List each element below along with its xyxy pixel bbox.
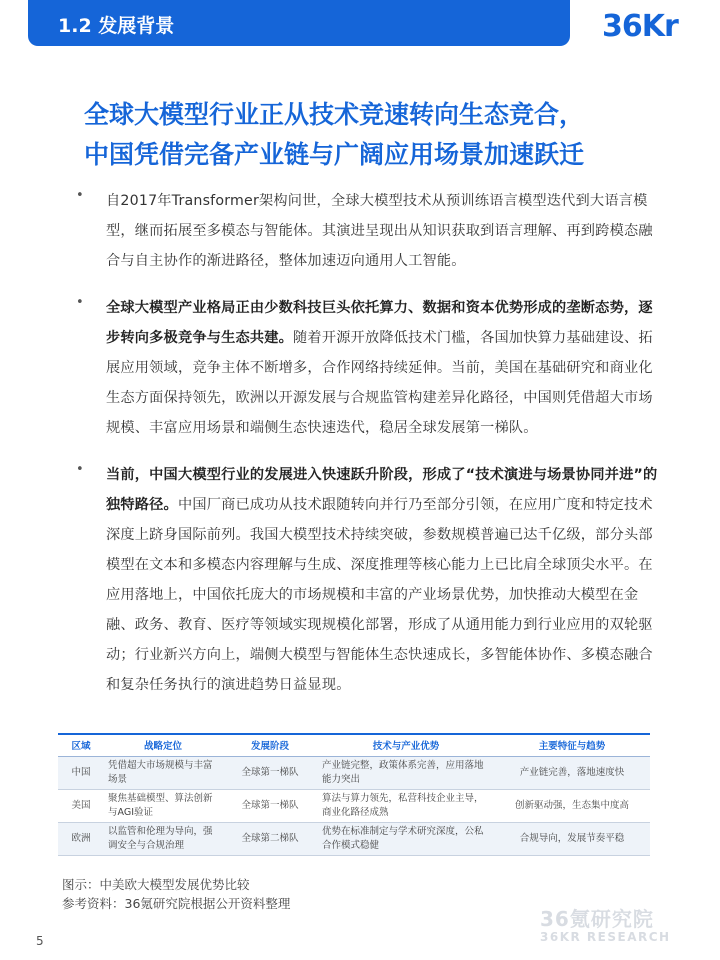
watermark-cn: 36氪研究院 xyxy=(540,907,654,931)
headline-line-2: 中国凭借完备产业链与广阔应用场景加速跃迁 xyxy=(84,140,585,169)
table-row xyxy=(58,789,650,822)
cell-stage: 全球第一梯队 xyxy=(222,756,318,789)
section-header xyxy=(28,0,570,46)
bullet-text xyxy=(106,293,666,443)
36kr-logo-text: 36Kr xyxy=(602,9,678,44)
cell-feature: 创新驱动强，生态集中度高 xyxy=(494,789,650,822)
bullet-body: 自2017年Transformer架构问世，全球大模型技术从预训练语言模型迭代到大语言模型，继而拓展至多模态与智能体。其演进呈现出从知识获取到语言理解、再到跨模态融合与自主协作的渐进路径，整体加速迈向通用人工智能。 xyxy=(106,193,653,269)
36kr-research-watermark xyxy=(540,903,671,944)
bullet-item xyxy=(76,293,666,443)
comparison-table xyxy=(58,733,650,856)
page-number: 5 xyxy=(36,934,44,948)
figure-caption: 图示：中美欧大模型发展优势比较 xyxy=(62,877,250,892)
bullet-body: 中国厂商已成功从技术跟随转向并行乃至部分引领，在应用广度和特定技术深度上跻身国际前列。我国大模型技术持续突破，参数规模普遍已达千亿级，部分头部模型在文本和多模态内容理解与生成、深度推理等核心能力上已比肩全球顶尖水平。在应用落地上，中国依托庞大的市场规模和丰富的产业场景优势，加快推动大模型在金融、政务、教育、医疗等领域实现规模化部署，形成了从通用能力到行业应用的双轮驱动；行业新兴方向上，端侧大模型与智能体生态快速成长，多智能体协作、多模态融合和复杂任务执行的演进趋势日益显现。 xyxy=(106,497,653,693)
cell-strategy: 凭借超大市场规模与丰富场景 xyxy=(104,756,222,789)
bullet-item xyxy=(76,186,666,276)
bullet-item xyxy=(76,460,666,700)
36kr-logo xyxy=(598,4,694,44)
bullet-dot-icon: • xyxy=(76,188,84,203)
page-headline xyxy=(84,95,664,175)
table-header-row xyxy=(58,734,650,756)
cell-advantage: 算法与算力领先，私营科技企业主导，商业化路径成熟 xyxy=(318,789,494,822)
cell-region: 中国 xyxy=(58,756,104,789)
header-advantage: 技术与产业优势 xyxy=(318,734,494,756)
bullet-bold-lead: 当前，中国大模型行业的发展进入快速跃升阶段，形成了“技术演进与场景协同并进”的独特路径。 xyxy=(106,467,658,513)
cell-strategy: 以监管和伦理为导向，强调安全与合规治理 xyxy=(104,822,222,855)
bullet-text xyxy=(106,460,666,700)
header-stage: 发展阶段 xyxy=(222,734,318,756)
cell-region: 美国 xyxy=(58,789,104,822)
bullet-list xyxy=(76,186,666,717)
bullet-body: 随着开源开放降低技术门槛，各国加快算力基础建设、拓展应用领域，竞争主体不断增多，合作网络持续延伸。当前，美国在基础研究和商业化生态方面保持领先，欧洲以开源发展与合规监管构建差异化路径，中国则凭借超大市场规模、丰富应用场景和端侧生态快速迭代，稳居全球发展第一梯队。 xyxy=(106,330,653,436)
header-feature: 主要特征与趋势 xyxy=(494,734,650,756)
bullet-dot-icon: • xyxy=(76,295,84,310)
cell-stage: 全球第二梯队 xyxy=(222,822,318,855)
table-row xyxy=(58,756,650,789)
table-row xyxy=(58,822,650,855)
cell-feature: 产业链完善，落地速度快 xyxy=(494,756,650,789)
cell-advantage: 产业链完整，政策体系完善，应用落地能力突出 xyxy=(318,756,494,789)
cell-region: 欧洲 xyxy=(58,822,104,855)
cell-stage: 全球第一梯队 xyxy=(222,789,318,822)
bullet-text xyxy=(106,186,666,276)
header-region: 区域 xyxy=(58,734,104,756)
section-title: 1.2 发展背景 xyxy=(58,15,175,37)
bullet-dot-icon: • xyxy=(76,462,84,477)
bullet-bold-lead: 全球大模型产业格局正由少数科技巨头依托算力、数据和资本优势形成的垄断态势，逐步转向多极竞争与生态共建。 xyxy=(106,300,653,346)
source-note: 参考资料：36氪研究院根据公开资料整理 xyxy=(62,896,291,911)
cell-feature: 合规导向，发展节奏平稳 xyxy=(494,822,650,855)
cell-advantage: 优势在标准制定与学术研究深度，公私合作模式稳健 xyxy=(318,822,494,855)
cell-strategy: 聚焦基础模型、算法创新与AGI验证 xyxy=(104,789,222,822)
watermark-en: 36KR RESEARCH xyxy=(540,930,671,944)
header-strategy: 战略定位 xyxy=(104,734,222,756)
headline-line-1: 全球大模型行业正从技术竞速转向生态竞合， xyxy=(84,100,585,129)
